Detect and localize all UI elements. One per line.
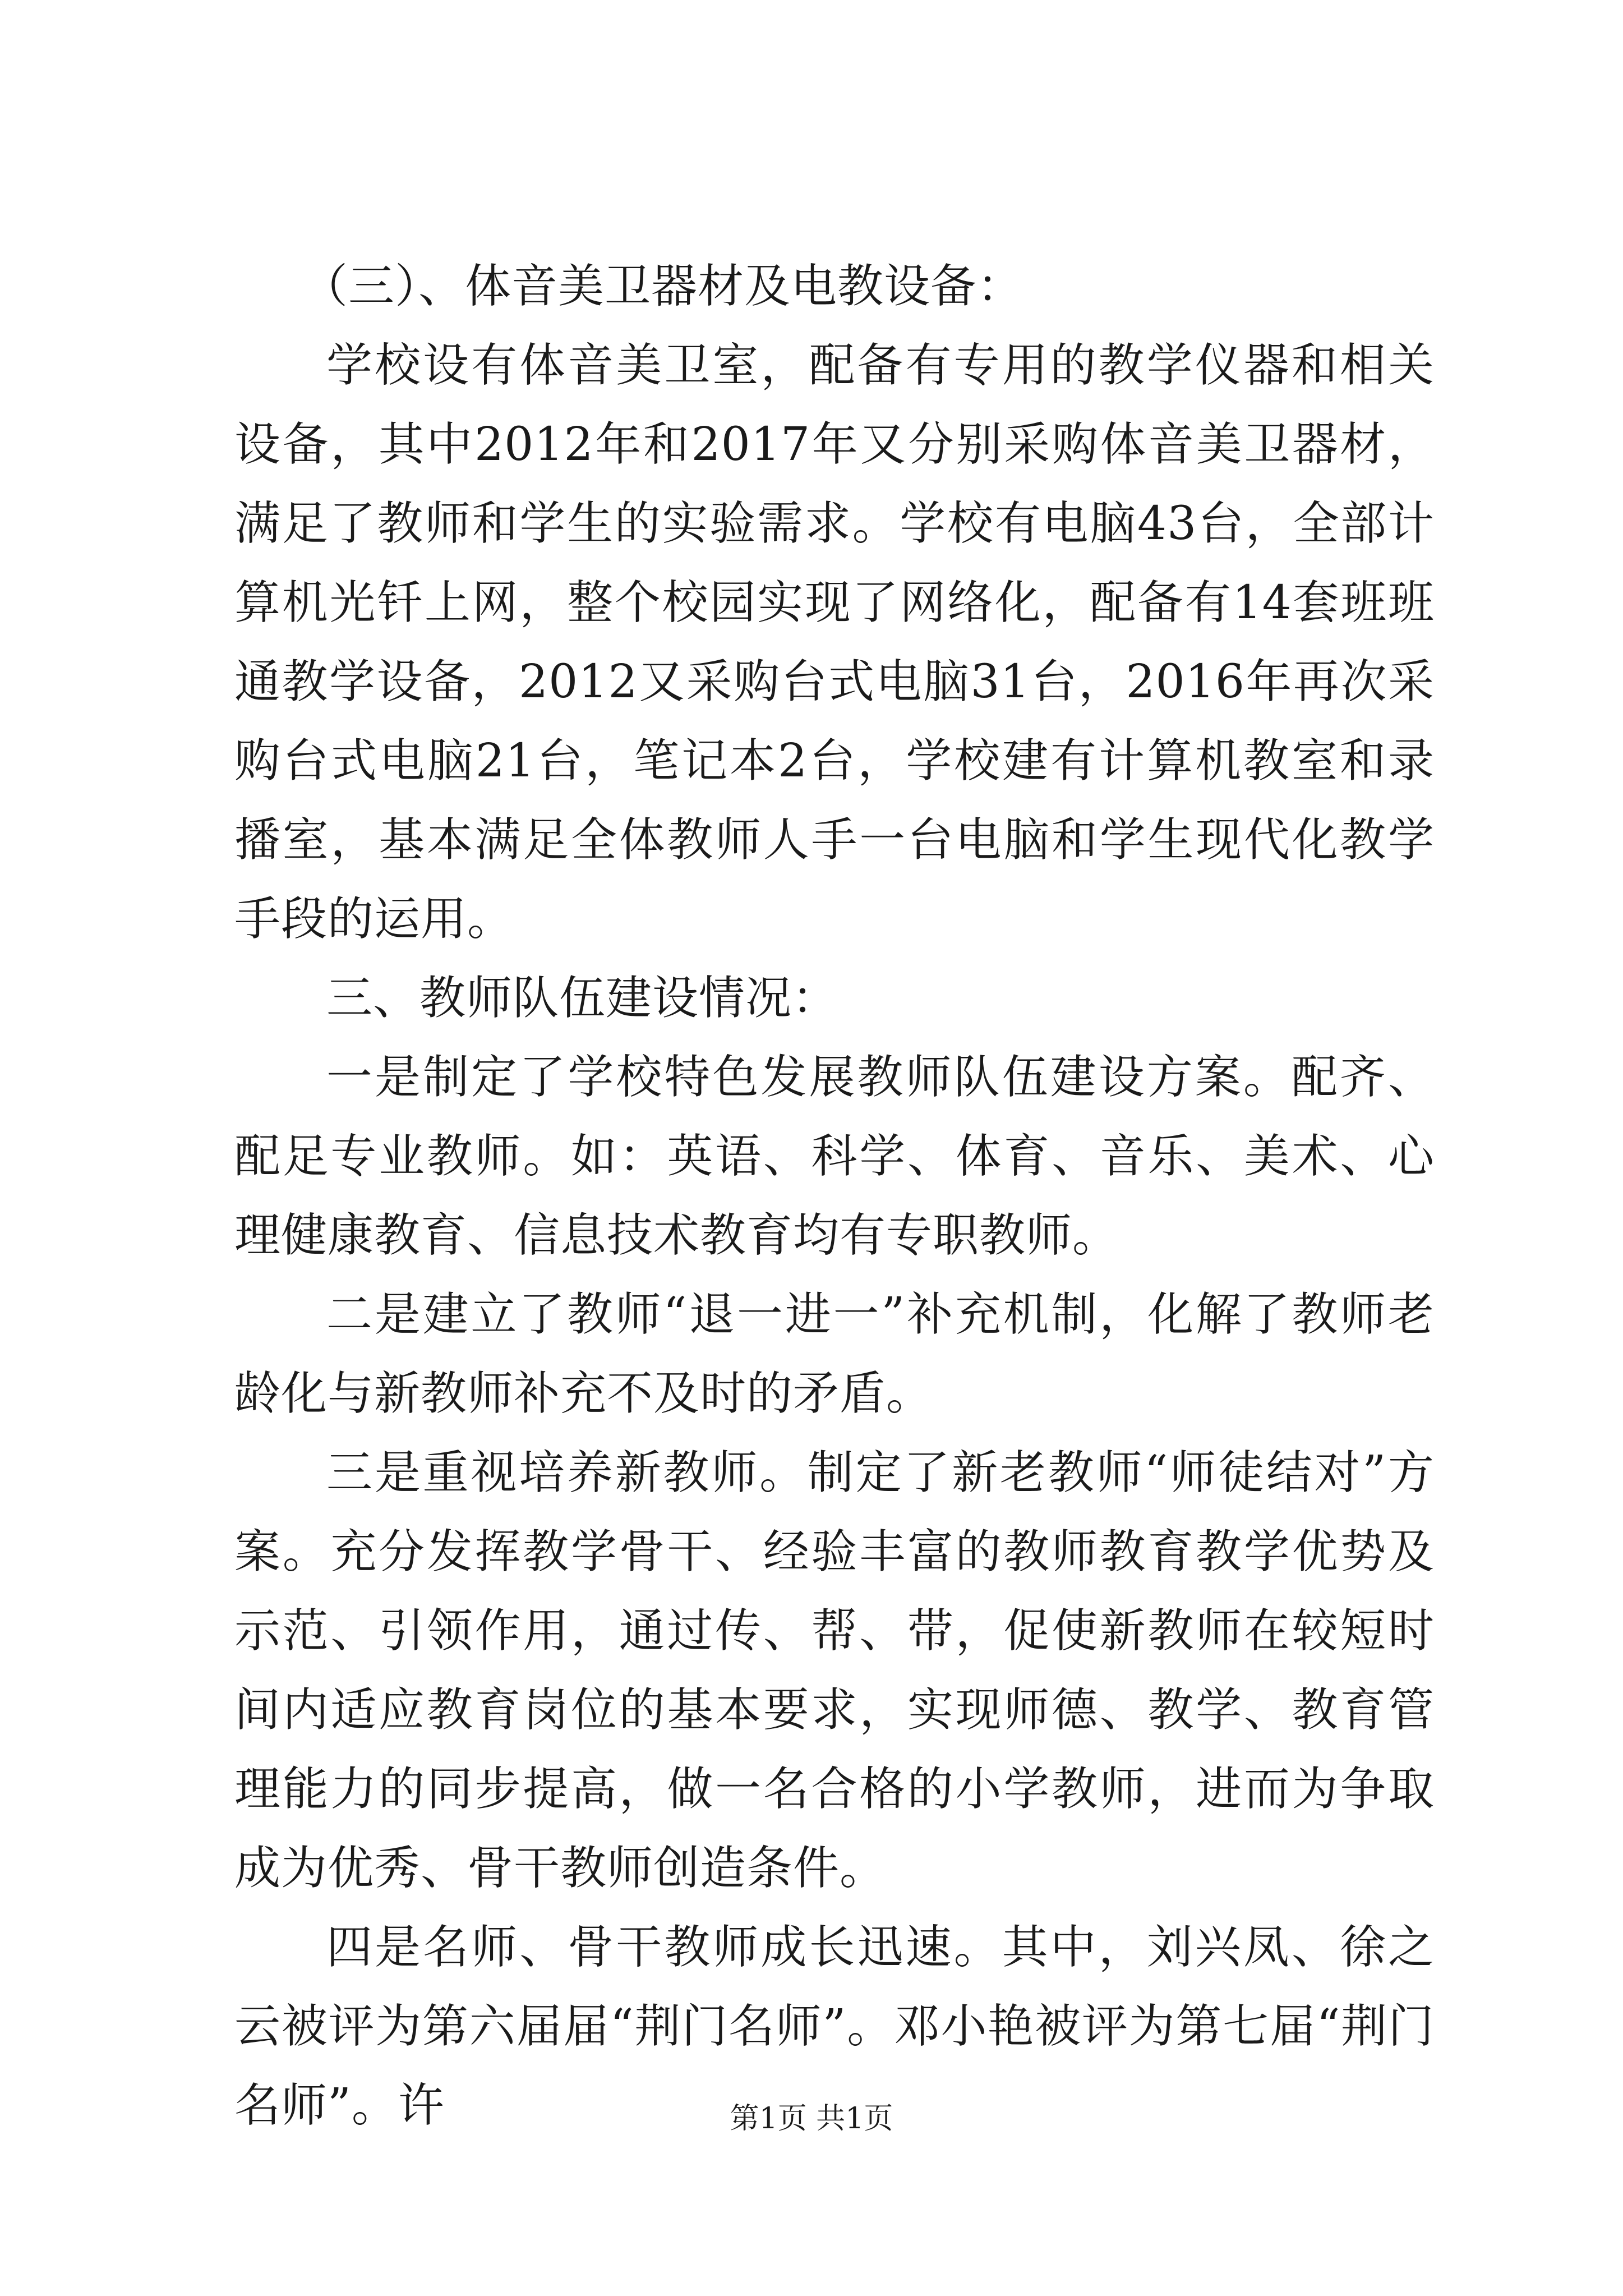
section-heading-equipment: （三）、体音美卫器材及电教设备： <box>302 260 1024 313</box>
paragraph-equipment: 学校设有体音美卫室，配备有专用的教学仪器和相关设备，其中2012年和2017年又分别采购体音美卫器材，满足了教师和学生的实验需求。学校有电脑43台，全部计算机光钎上网，整个校园实现了网络化，配备有14套班班通教学设备，2012又采购台式电脑31台，2016年再次采购台式电脑21台，笔记本2台，学校建有计算机教室和录播室，基本满足全体教师人手一台电脑和学生现代化教学手段的运用。 <box>234 339 1435 946</box>
paragraph-point-three: 三是重视培养新教师。制定了新老教师“师徒结对”方案。充分发挥教学骨干、经验丰富的教师教育教学优势及示范、引领作用，通过传、帮、带，促使新教师在较短时间内适应教育岗位的基本要求，实现师德、教学、教育管理能力的同步提高，做一名合格的小学教师，进而为争取成为优秀、骨干教师创造条件。 <box>234 1446 1435 1895</box>
page-number-label: 第1页 共1页 <box>730 2102 893 2136</box>
document-body <box>234 247 1435 2145</box>
paragraph-point-one: 一是制定了学校特色发展教师队伍建设方案。配齐、配足专业教师。如：英语、科学、体育、音乐、美术、心理健康教育、信息技术教育均有专职教师。 <box>234 1051 1435 1262</box>
paragraph-point-two: 二是建立了教师“退一进一”补充机制，化解了教师老龄化与新教师补充不及时的矛盾。 <box>234 1288 1435 1420</box>
paragraph-point-four: 四是名师、骨干教师成长迅速。其中，刘兴凤、徐之云被评为第六届届“荆门名师”。邓小艳被评为第七届“荆门名师”。许 <box>234 1921 1435 2132</box>
page-footer <box>0 2099 1623 2138</box>
section-heading-teachers: 三、教师队伍建设情况： <box>326 972 839 1025</box>
